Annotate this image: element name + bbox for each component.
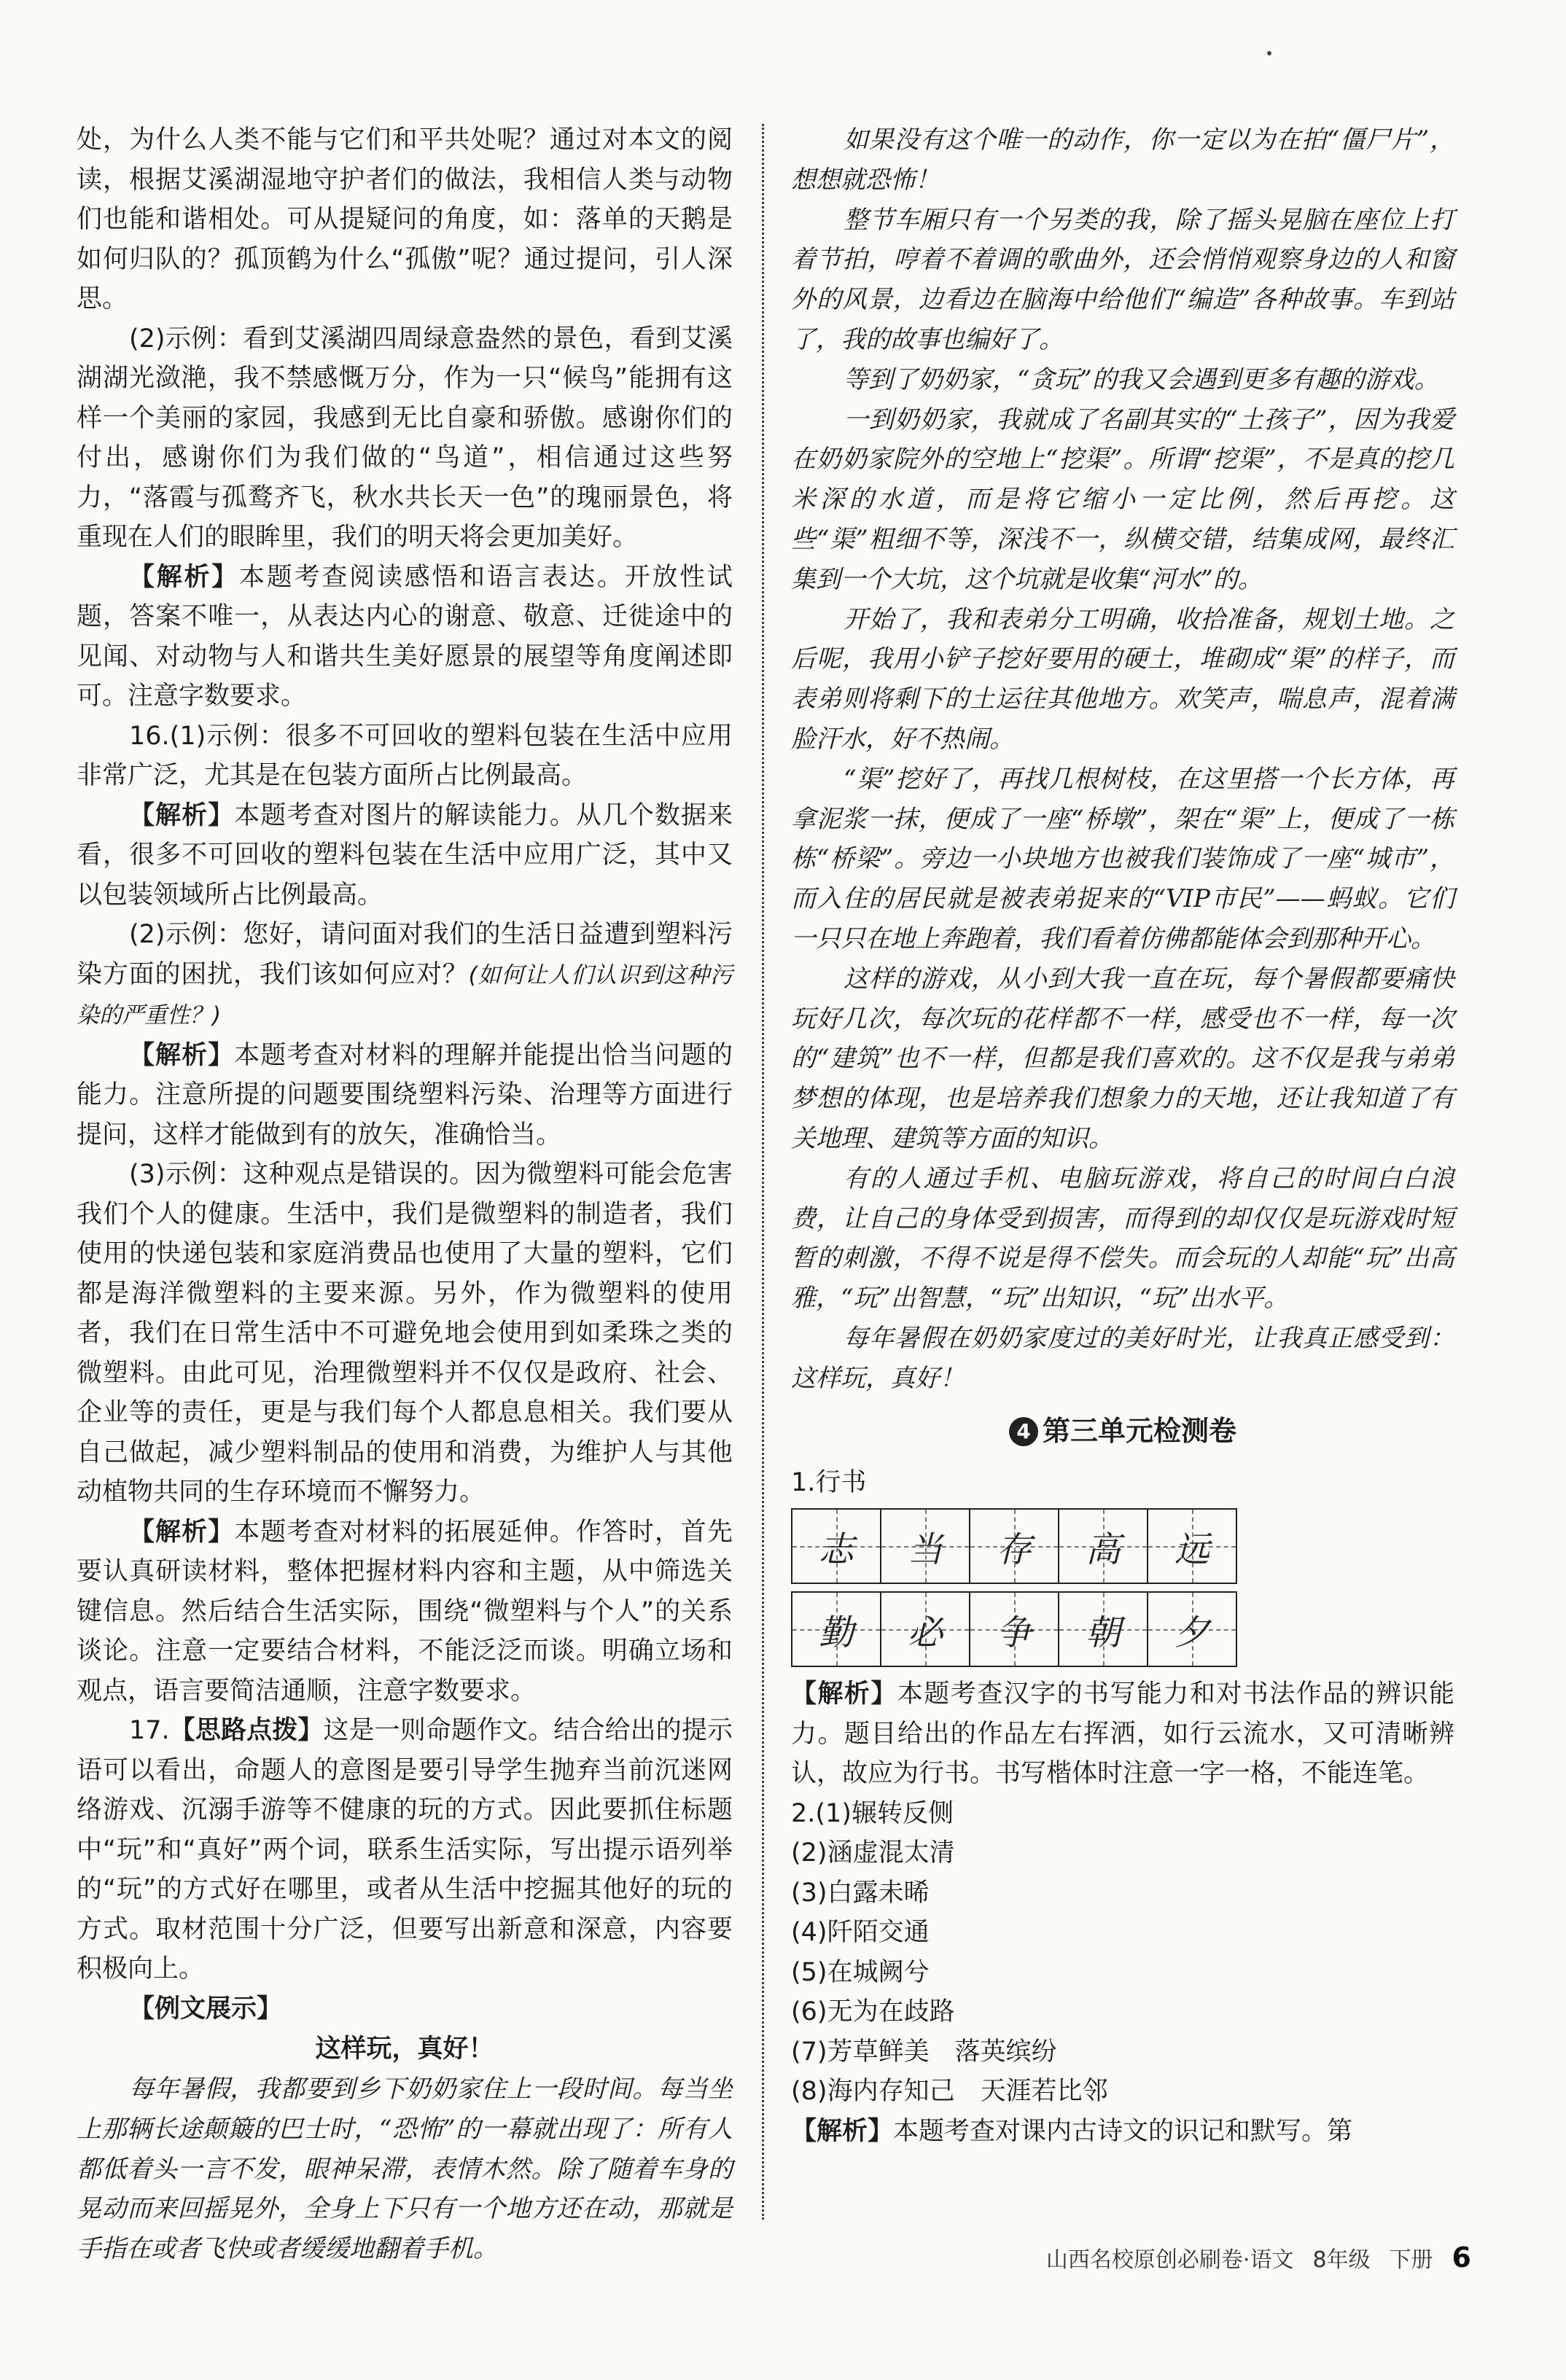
essay-paragraph: “渠”挖好了，再找几根树枝，在这里搭一个长方体，再拿泥浆一抹，便成了一座“桥墩”，架在“渠”上，便成了一栋栋“桥梁”。旁边一小块地方也被我们装饰成了一座“城市”，而入住的居民就是被表弟捉来的“VIP市民”——蚂蚁。它们一只只在地上奔跑着，我们看着仿佛都能体会到那种开心。 <box>791 764 1454 953</box>
column-divider <box>762 124 764 2220</box>
paragraph <box>77 558 733 717</box>
essay-paragraph: 等到了奶奶家，“贪玩”的我又会遇到更多有趣的游戏。 <box>844 364 1439 394</box>
essay-paragraph: 有的人通过手机、电脑玩游戏，将自己的时间白白浪费，让自己的身体受到损害，而得到的却仅仅是玩游戏时短暂的刺激，不得不说是得不偿失。而会玩的人却能“玩”出高雅，“玩”出智慧，“玩”出知识，“玩”出水平。 <box>791 1163 1454 1314</box>
paragraph <box>77 1711 733 1989</box>
grid-cell <box>1147 1591 1237 1667</box>
paragraph <box>77 1989 733 2029</box>
page-footer <box>1046 2242 1471 2274</box>
section-title-text: 第三单元检测卷 <box>1042 1414 1236 1447</box>
analysis-tag: 【解析】 <box>129 800 235 830</box>
analysis-text: 本题考查对课内古诗文的识记和默写。第 <box>893 2116 1353 2146</box>
section-number-badge: 4 <box>1009 1417 1038 1446</box>
list-item: (3)白露未晞 <box>791 1878 930 1908</box>
calligraphy-grid-row <box>791 1591 1454 1667</box>
answer-note: (如何让人们认识到这种污染的严重性？) <box>77 961 733 1029</box>
analysis-text: 本题考查汉字的书写能力和对书法作品的辨识能力。题目给出的作品左右挥洒，如行云流水，又可清晰辨认，故应为行书。书写楷体时注意一字一格，不能连笔。 <box>791 1679 1454 1788</box>
analysis-text: 本题考查对材料的拓展延伸。作答时，首先要认真研读材料，整体把握材料内容和主题，从中筛选关键信息。然后结合生活实际，围绕“微塑料与个人”的关系谈论。注意一定要结合材料，不能泛泛而谈。明确立场和观点，语言要简洁通顺，注意字数要求。 <box>77 1517 733 1706</box>
grid-char: 高 <box>1085 1529 1121 1570</box>
essay-paragraph: 开始了，我和表弟分工明确，收拾准备，规划土地。之后呢，我用小铲子挖好要用的硬土，堆砌成“渠”的样子，而表弟则将剩下的土运往其他地方。欢笑声，喘息声，混着满脸汗水，好不热闹。 <box>791 604 1454 754</box>
grade-label: 8年级 <box>1312 2247 1371 2273</box>
list-item: (4)阡陌交通 <box>791 1918 930 1947</box>
ink-dot <box>1267 51 1271 55</box>
analysis-tag: 【解析】 <box>129 1517 235 1547</box>
paragraph <box>791 2112 1454 2152</box>
list-item: 2.(1)辗转反侧 <box>791 1798 954 1828</box>
hint-text: 这是一则命题作文。结合给出的提示语可以看出，命题人的意图是要引导学生抛弃当前沉迷网络游戏、沉溺手游等不健康的玩的方式。因此要抓住标题中“玩”和“真好”两个词，联系生活实际，写出提示语列举的“玩”的方式好在哪里，或者从生活中挖掘其他好的玩的方式。取材范围十分广泛，但要写出新意和深意，内容要积极向上。 <box>77 1716 733 1983</box>
analysis-tag: 【解析】 <box>129 562 240 592</box>
volume-label: 下册 <box>1389 2247 1433 2273</box>
list-item: (7)芳草鲜美 落英缤纷 <box>791 2037 1057 2067</box>
question-label: 1.行书 <box>791 1467 867 1497</box>
grid-cell <box>1147 1508 1237 1584</box>
paragraph: (3)示例：这种观点是错误的。因为微塑料可能会危害我们个人的健康。生活中，我们是微塑料的制造者，我们使用的快递包装和家庭消费品也使用了大量的塑料，它们都是海洋微塑料的主要来源。另外，作为微塑料的使用者，我们在日常生活中不可避免地会使用到如柔珠之类的微塑料。由此可见，治理微塑料并不仅仅是政府、社会、企业等的责任，更是与我们每个人都息息相关。我们要从自己做起，减少塑料制品的使用和消费，为维护人与其他动植物共同的生存环境而不懈努力。 <box>77 1160 733 1507</box>
paragraph: 处，为什么人类不能与它们和平共处呢？通过对本文的阅读，根据艾溪湖湿地守护者们的做法，我相信人类与动物们也能和谐相处。可从提疑问的角度，如：落单的天鹅是如何归队的？孤顶鹤为什么“孤傲”呢？通过提问，引人深思。 <box>77 125 733 313</box>
grid-char: 必 <box>907 1612 943 1653</box>
list-item: (2)涵虚混太清 <box>791 1838 955 1868</box>
grid-char: 当 <box>907 1529 943 1570</box>
analysis-tag: 【解析】 <box>129 1040 235 1070</box>
paragraph <box>77 1036 733 1155</box>
paragraph <box>77 1513 733 1712</box>
analysis-tag: 【解析】 <box>791 2116 894 2146</box>
grid-char: 勤 <box>818 1612 854 1653</box>
left-column <box>77 120 733 2269</box>
paragraph <box>77 796 733 916</box>
analysis-tag: 【解析】 <box>791 1679 897 1709</box>
page-number: 6 <box>1452 2242 1471 2274</box>
right-column <box>791 120 1454 2151</box>
grid-cell <box>791 1508 881 1584</box>
list-item: (5)在城阙兮 <box>791 1957 930 1987</box>
grid-cell <box>969 1508 1059 1584</box>
grid-char: 存 <box>996 1529 1032 1570</box>
essay-paragraph: 一到奶奶家，我就成了名副其实的“土孩子”，因为我爱在奶奶家院外的空地上“挖渠”。所谓“挖渠”，不是真的挖几米深的水道，而是将它缩小一定比例，然后再挖。这些“渠”粗细不等，深浅不一，纵横交错，结集成网，最终汇集到一个大坑，这个坑就是收集“河水”的。 <box>791 405 1454 594</box>
paragraph: 16.(1)示例：很多不可回收的塑料包装在生活中应用非常广泛，尤其是在包装方面所占比例最高。 <box>77 721 733 790</box>
paragraph <box>791 1674 1454 1794</box>
hint-tag: 【思路点拨】 <box>169 1716 324 1745</box>
grid-char: 志 <box>818 1529 854 1570</box>
analysis-text: 本题考查阅读感悟和语言表达。开放性试题，答案不唯一，从表达内心的谢意、敬意、迁徙途中的见闻、对动物与人和谐共生美好愿景的展望等角度阐述即可。注意字数要求。 <box>77 562 733 711</box>
answer-list <box>791 1794 1454 2112</box>
analysis-text: 本题考查对图片的解读能力。从几个数据来看，很多不可回收的塑料包装在生活中应用广泛，其中又以包装领域所占比例最高。 <box>77 800 733 910</box>
grid-cell <box>969 1591 1059 1667</box>
analysis-text: 本题考查对材料的理解并能提出恰当问题的能力。注意所提的问题要围绕塑料污染、治理等方面进行提问，这样才能做到有的放矢，准确恰当。 <box>77 1040 733 1150</box>
essay-paragraph: 如果没有这个唯一的动作，你一定以为在拍“僵尸片”，想想就恐怖！ <box>791 125 1454 195</box>
grid-char: 夕 <box>1174 1612 1209 1653</box>
grid-cell <box>880 1508 970 1584</box>
paragraph: (2)示例：看到艾溪湖四周绿意盎然的景色，看到艾溪湖湖光潋滟，我不禁感慨万分，作为一只“候鸟”能拥有这样一个美丽的家园，我感到无比自豪和骄傲。感谢你们的付出，感谢你们为我们做的“鸟道”，相信通过这些努力，“落霞与孤鹜齐飞，秋水共长天一色”的瑰丽景色，将重现在人们的眼眸里，我们的明天将会更加美好。 <box>77 324 733 552</box>
essay-paragraph: 整节车厢只有一个另类的我，除了摇头晃脑在座位上打着节拍，哼着不着调的歌曲外，还会悄悄观察身边的人和窗外的风景，边看边在脑海中给他们“编造”各种故事。车到站了，我的故事也编好了。 <box>791 205 1454 354</box>
essay-paragraph: 这样的游戏，从小到大我一直在玩，每个暑假都要痛快玩好几次，每次玩的花样都不一样，感受也不一样，每一次的“建筑”也不一样，但都是我们喜欢的。这不仅是我与弟弟梦想的体现，也是培养我们想象力的天地，还让我知道了有关地理、建筑等方面的知识。 <box>791 964 1454 1153</box>
essay-paragraph: 每年暑假在奶奶家度过的美好时光，让我真正感受到：这样玩，真好！ <box>791 1323 1454 1393</box>
grid-cell <box>791 1591 881 1667</box>
list-item: (8)海内存知己 天涯若比邻 <box>791 2077 1108 2106</box>
answer-text: (2)示例：您好，请问面对我们的生活日益遭到塑料污染方面的困扰，我们该如何应对？ <box>77 920 733 989</box>
section-title <box>791 1409 1454 1453</box>
example-tag: 【例文展示】 <box>129 1994 283 2024</box>
grid-char: 争 <box>996 1612 1032 1653</box>
grid-cell <box>1058 1508 1148 1584</box>
list-item: (6)无为在歧路 <box>791 1997 955 2026</box>
book-title: 山西名校原创必刷卷·语文 <box>1045 2247 1294 2273</box>
grid-char: 朝 <box>1085 1612 1121 1653</box>
grid-cell <box>880 1591 970 1667</box>
essay-paragraph: 每年暑假，我都要到乡下奶奶家住上一段时间。每当坐上那辆长途颠簸的巴士时，“恐怖”的一幕就出现了：所有人都低着头一言不发，眼神呆滞，表情木然。除了随着车身的晃动而来回摇晃外，全身上下只有一个地方还在动，那就是手指在或者飞快或者缓缓地翻着手机。 <box>77 2075 733 2264</box>
grid-cell <box>1058 1591 1148 1667</box>
paragraph <box>77 915 733 1036</box>
grid-char: 远 <box>1174 1529 1209 1570</box>
essay-title: 这样玩，真好！ <box>315 2034 494 2064</box>
question-number: 17. <box>129 1716 170 1745</box>
calligraphy-grid-row <box>791 1508 1454 1584</box>
